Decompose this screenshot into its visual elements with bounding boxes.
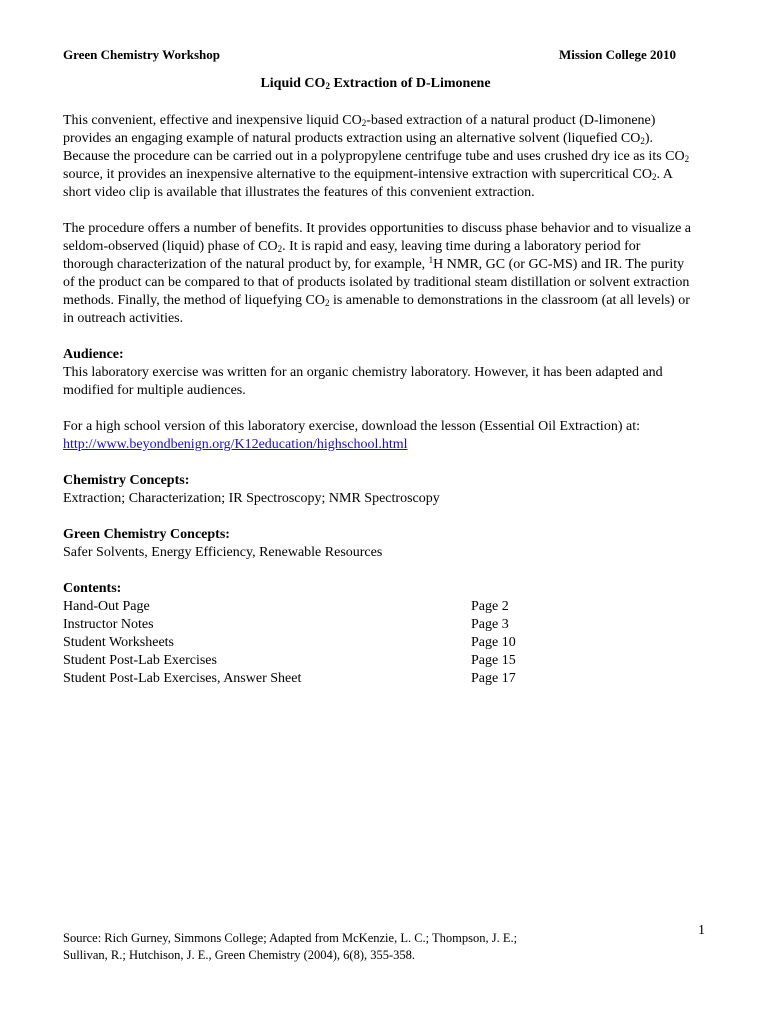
text-run: ). Because the procedure can be carried out in a polypropylene centrifuge tube and uses crushed dry ice as its CO [63, 131, 685, 164]
page-header [63, 47, 676, 63]
audience-heading: Audience: [63, 347, 124, 362]
green-concepts-heading: Green Chemistry Concepts: [63, 527, 230, 542]
contents-item-name: Student Worksheets [63, 635, 174, 650]
highschool-link-line [63, 436, 693, 454]
source-footer [63, 930, 623, 964]
contents-item-page: Page 2 [471, 599, 509, 614]
text-run: . It is rapid and easy, leaving time during a laboratory period for thorough characterization of the natural product by, for example, [63, 239, 641, 272]
subscript: 2 [651, 172, 657, 182]
chemistry-concepts-heading: Chemistry Concepts: [63, 473, 190, 488]
highschool-link[interactable]: http://www.beyondbenign.org/K12education/highschool.html [63, 437, 408, 452]
benefits-paragraph [63, 220, 693, 328]
contents-heading: Contents: [63, 581, 122, 596]
contents-item-page: Page 3 [471, 617, 509, 632]
contents-item-name: Student Post-Lab Exercises, Answer Sheet [63, 671, 302, 686]
contents-row [63, 634, 693, 652]
spacer [63, 508, 693, 526]
contents-row [63, 598, 693, 616]
text-run: This convenient, effective and inexpensive liquid CO [63, 113, 362, 128]
title-text-end: Extraction of D-Limonene [329, 76, 491, 91]
contents-row [63, 616, 693, 634]
spacer [63, 400, 693, 418]
text-run: H NMR, GC (or GC-MS) and IR. The purity of the product can be compared to that of products isolated by traditional steam distillation or solvent extraction methods. Finally, the method of liquefying CO [63, 257, 690, 308]
title-subscript: 2 [325, 81, 330, 91]
spacer [63, 454, 693, 472]
highschool-text: For a high school version of this laboratory exercise, download the lesson (Essential Oil Extraction) at: [63, 419, 640, 434]
document-title [63, 76, 688, 92]
subscript: 2 [640, 136, 645, 146]
text-run: -based extraction of a natural product (D-limonene) provides an engaging example of natural products extraction using an alternative solvent (liquefied CO [63, 113, 656, 146]
page-number: 1 [698, 923, 705, 938]
intro-paragraph [63, 112, 693, 202]
subscript: 2 [277, 244, 283, 254]
contents-row [63, 670, 693, 688]
text-run: is amenable to demonstrations in the classroom (at all levels) or in outreach activities. [63, 293, 690, 326]
footer-line: Source: Rich Gurney, Simmons College; Adapted from McKenzie, L. C.; Thompson, J. E.; [63, 931, 518, 945]
audience-text: This laboratory exercise was written for an organic chemistry laboratory. However, it has been adapted and modified for multiple audiences. [63, 365, 663, 398]
contents-list [63, 598, 693, 688]
contents-item-name: Student Post-Lab Exercises [63, 653, 217, 668]
header-right: Mission College 2010 [559, 47, 676, 62]
contents-item-page: Page 15 [471, 653, 516, 668]
spacer [63, 562, 693, 580]
subscript: 2 [324, 298, 330, 308]
contents-item-name: Instructor Notes [63, 617, 154, 632]
spacer [63, 328, 693, 346]
header-left: Green Chemistry Workshop [63, 47, 220, 62]
subscript: 2 [361, 118, 367, 128]
contents-row [63, 652, 693, 670]
chemistry-concepts-text: Extraction; Characterization; IR Spectroscopy; NMR Spectroscopy [63, 491, 440, 506]
contents-item-name: Hand-Out Page [63, 599, 150, 614]
title-text: Liquid CO [260, 76, 326, 91]
text-run: . A short video clip is available that illustrates the features of this convenient extraction. [63, 167, 673, 200]
footer-line: Sullivan, R.; Hutchison, J. E., Green Chemistry (2004), 6(8), 355-358. [63, 948, 416, 962]
green-concepts-text: Safer Solvents, Energy Efficiency, Renewable Resources [63, 545, 383, 560]
contents-item-page: Page 10 [471, 635, 516, 650]
text-run: source, it provides an inexpensive alternative to the equipment-intensive extraction with supercritical CO [63, 167, 652, 182]
document-body [63, 112, 693, 688]
subscript: 2 [684, 154, 690, 164]
text-run: The procedure offers a number of benefits. It provides opportunities to discuss phase behavior and to visualize a seldom-observed (liquid) phase of CO [63, 221, 692, 254]
contents-item-page: Page 17 [471, 671, 516, 686]
spacer [63, 202, 693, 220]
superscript: 1 [428, 255, 434, 265]
